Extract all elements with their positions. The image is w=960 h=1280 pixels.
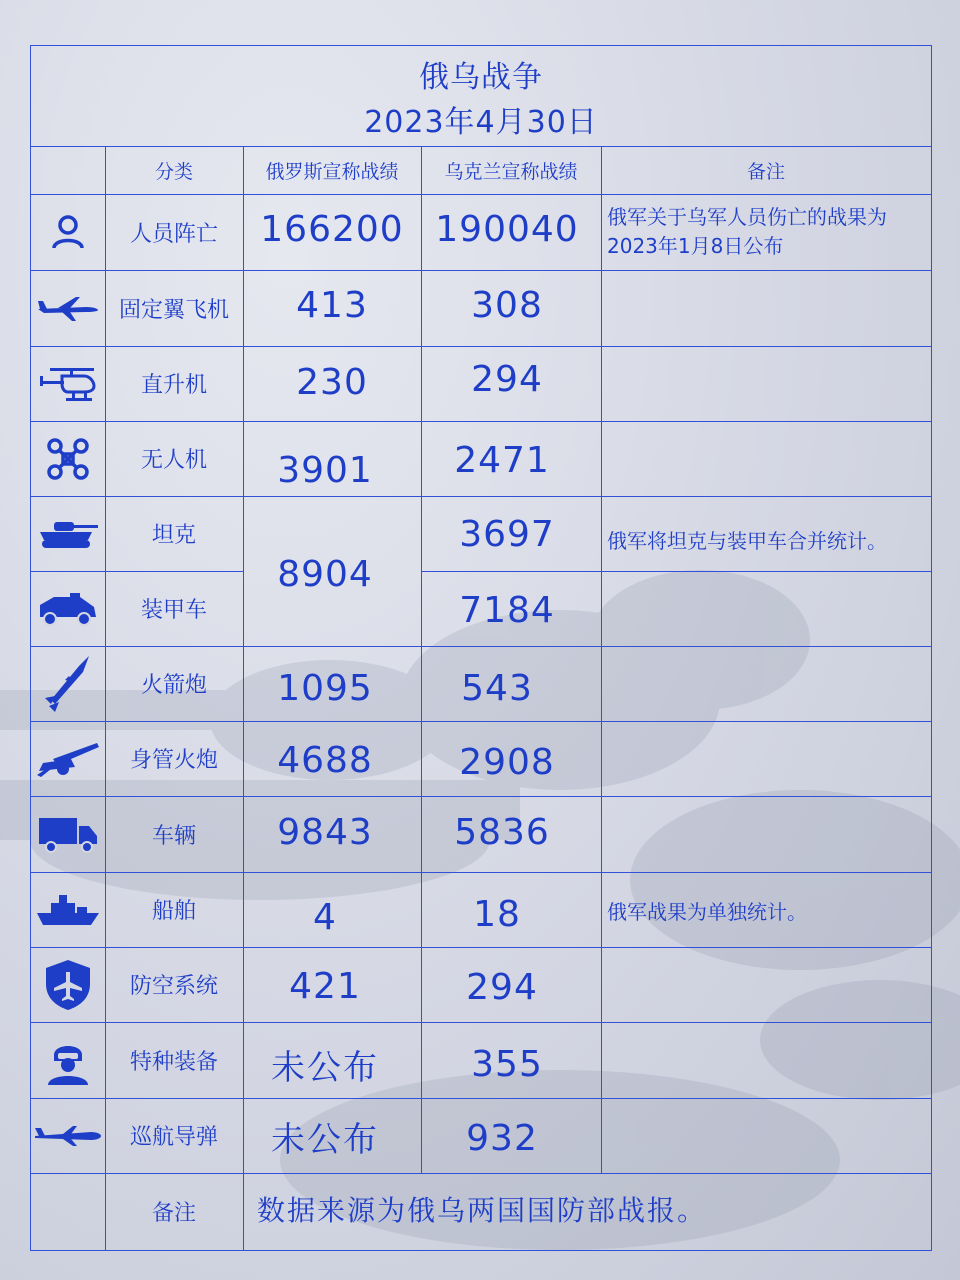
russia-value-air-defense: 421	[289, 965, 361, 1007]
note-ships: 俄军战果为单独统计。	[607, 899, 807, 924]
war-statistics-table	[30, 45, 932, 1251]
category-armored-vehicle: 装甲车	[140, 598, 207, 623]
ukraine-value-ships: 18	[473, 893, 521, 935]
special-forces-icon	[31, 1022, 105, 1098]
russia-value-barrel-artillery: 4688	[277, 739, 373, 781]
russia-value-ships: 4	[313, 896, 337, 938]
russia-value-special-equipment: 未公布	[271, 1047, 379, 1088]
russia-value-helicopter: 230	[296, 361, 368, 403]
drone-icon	[31, 421, 105, 496]
table-title: 俄乌战争	[419, 60, 543, 95]
ukraine-value-barrel-artillery: 2908	[459, 741, 555, 783]
cannon-icon	[31, 721, 105, 796]
note-personnel: 俄军关于乌军人员伤亡的战果为2023年1月8日公布	[607, 205, 887, 258]
air-defense-shield-icon	[31, 947, 105, 1022]
category-personnel: 人员阵亡	[129, 221, 218, 247]
truck-icon	[31, 796, 105, 872]
ukraine-value-drone: 2471	[454, 439, 550, 481]
category-drone: 无人机	[140, 448, 207, 473]
russia-value-personnel: 166200	[260, 208, 404, 250]
russia-value-cruise-missiles: 未公布	[271, 1119, 379, 1160]
category-fixed-wing: 固定翼飞机	[118, 297, 229, 323]
header-ukraine-claims: 乌克兰宣称战绩	[444, 160, 578, 183]
category-ships: 船舶	[151, 899, 196, 924]
ukraine-value-vehicles: 5836	[454, 811, 550, 853]
category-barrel-artillery: 身管火炮	[129, 748, 218, 773]
table-date: 2023年4月30日	[364, 105, 598, 140]
category-helicopter: 直升机	[140, 373, 207, 398]
grid-line	[601, 146, 602, 1173]
russia-value-drone: 3901	[277, 449, 373, 491]
ukraine-value-air-defense: 294	[466, 966, 538, 1008]
rocket-icon	[31, 646, 105, 721]
ukraine-value-tank: 3697	[459, 513, 555, 555]
category-air-defense: 防空系统	[129, 974, 218, 999]
ukraine-value-rocket-artillery: 543	[461, 667, 533, 709]
footer-source-note: 数据来源为俄乌两国国防部战报。	[257, 1194, 708, 1227]
category-vehicles: 车辆	[151, 823, 196, 849]
header-notes: 备注	[746, 160, 785, 183]
armored-vehicle-icon	[31, 571, 105, 646]
russia-value-rocket-artillery: 1095	[277, 667, 373, 709]
russia-value-fixed-wing: 413	[296, 284, 368, 326]
tank-icon	[31, 496, 105, 571]
note-tank-armor: 俄军将坦克与装甲车合并统计。	[607, 528, 887, 553]
ukraine-value-personnel: 190040	[435, 208, 579, 250]
ukraine-value-cruise-missiles: 932	[466, 1117, 538, 1159]
header-category: 分类	[154, 160, 193, 183]
ukraine-value-fixed-wing: 308	[471, 284, 543, 326]
ship-icon	[31, 872, 105, 947]
ukraine-value-special-equipment: 355	[471, 1043, 543, 1085]
helicopter-icon	[31, 346, 105, 421]
airplane-icon	[31, 270, 105, 346]
category-tank: 坦克	[151, 523, 196, 548]
russia-value-vehicles: 9843	[277, 811, 373, 853]
cruise-missile-icon	[31, 1098, 105, 1173]
footer-label: 备注	[151, 1201, 196, 1226]
russia-value-tank-armor-combined: 8904	[277, 553, 373, 595]
person-icon	[31, 194, 105, 270]
category-rocket-artillery: 火箭炮	[140, 673, 207, 698]
category-special-equipment: 特种装备	[129, 1049, 218, 1075]
ukraine-value-armored-vehicle: 7184	[459, 589, 555, 631]
category-cruise-missiles: 巡航导弹	[129, 1125, 218, 1150]
ukraine-value-helicopter: 294	[471, 358, 543, 400]
header-russia-claims: 俄罗斯宣称战绩	[265, 160, 399, 183]
